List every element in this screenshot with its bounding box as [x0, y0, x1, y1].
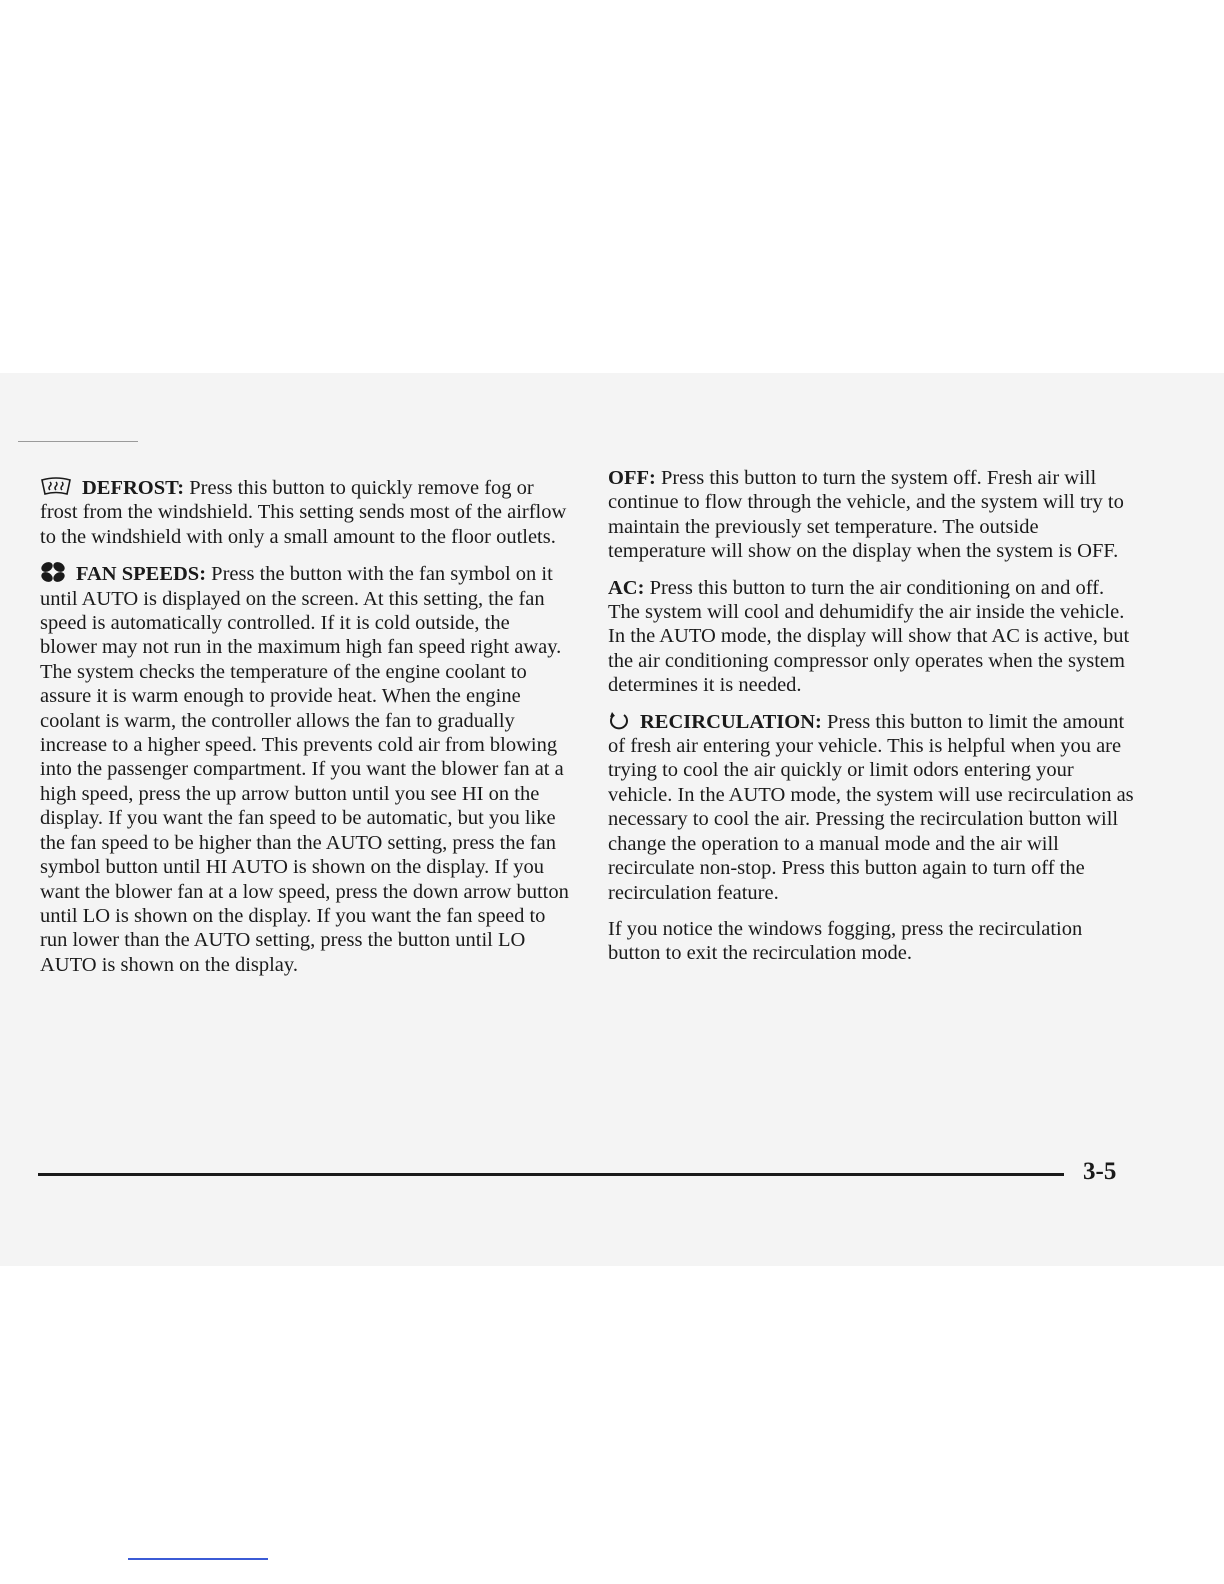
off-text: Press this button to turn the system off. Fresh air will continue to flow through the vehicle, and the system will try to maintain the previously set temperature. The outside temperature will show on the display when the system is OFF.	[608, 467, 1124, 563]
page-number: 3-5	[1083, 1158, 1117, 1185]
top-divider	[18, 441, 138, 442]
fan-speeds-text: Press the button with the fan symbol on it until AUTO is displayed on the screen. At this setting, the fan speed is automatically controlled. If it is cold outside, the blower may not run in the maximum high fan speed right away. The system checks the temperature of the engine coolant to assure it is warm enough to provide heat. When the engine coolant is warm, the controller allows the fan to gradually increase to a higher speed. This prevents cold air from blowing into the passenger compartment. If you want the blower fan at a high speed, press the up arrow button until you see HI on the display. If you want the fan speed to be automatic, but you like the fan speed to be higher than the AUTO setting, press the fan symbol button until HI AUTO is shown on the display. If you want the blower fan at a low speed, press the down arrow button until LO is shown on the display. If you want the fan speed to run lower than the AUTO setting, press the button until LO AUTO is shown on the display.	[40, 563, 569, 976]
footer-rule	[38, 1173, 1064, 1176]
recirculation-paragraph	[608, 710, 1136, 905]
fan-icon	[40, 561, 66, 583]
off-paragraph	[608, 466, 1136, 564]
fan-speeds-paragraph	[40, 561, 570, 977]
ac-text: Press this button to turn the air conditioning on and off. The system will cool and dehumidify the air inside the vehicle. In the AUTO mode, the display will show that AC is active, but the air conditioning compressor only operates when the system determines it is needed.	[608, 576, 1130, 697]
recirculation-icon	[608, 711, 630, 731]
defrost-icon	[40, 477, 72, 497]
right-column	[608, 466, 1136, 978]
left-column	[40, 466, 570, 989]
off-heading: OFF:	[608, 467, 656, 489]
blue-underline	[128, 1558, 268, 1560]
recirculation-heading: RECIRCULATION:	[640, 710, 822, 733]
fogging-note: If you notice the windows fogging, press the recirculation button to exit the recirculation mode.	[608, 917, 1083, 965]
defrost-heading: DEFROST:	[82, 477, 185, 499]
fan-speeds-heading: FAN SPEEDS:	[76, 563, 207, 586]
ac-heading: AC:	[608, 576, 645, 599]
defrost-text: Press this button to quickly remove fog or frost from the windshield. This setting sends most of the airflow to the windshield with only a small amount to the floor outlets.	[40, 477, 567, 548]
ac-paragraph	[608, 576, 1136, 698]
defrost-paragraph	[40, 466, 570, 549]
recirculation-text: Press this button to limit the amount of fresh air entering your vehicle. This is helpful when you are trying to cool the air quickly or limit odors entering your vehicle. In the AUTO mode, the system will use recirculation as necessary to cool the air. Pressing the recirculation button will change the operation to a manual mode and the air will recirculate non-stop. Press this button again to turn off the recirculation feature.	[608, 710, 1134, 904]
